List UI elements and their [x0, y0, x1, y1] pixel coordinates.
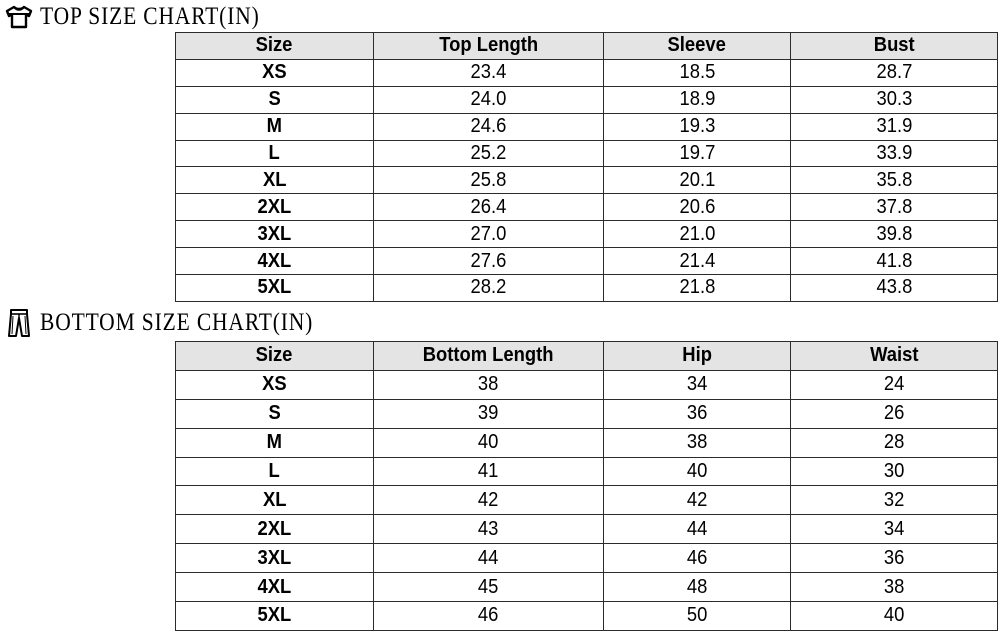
column-header-top-length: Top Length — [374, 33, 604, 60]
bust-cell: 35.8 — [791, 167, 998, 194]
size-cell: M — [176, 113, 374, 140]
table-row — [176, 59, 998, 86]
bottom-size-chart-heading — [4, 308, 358, 338]
sleeve-cell: 18.5 — [604, 59, 791, 86]
size-cell: 5XL — [176, 275, 374, 302]
waist-cell: 24 — [791, 370, 998, 399]
size-cell: 2XL — [176, 515, 374, 544]
size-cell: XL — [176, 486, 374, 515]
bottom-length-cell: 38 — [374, 370, 604, 399]
top-length-cell: 25.8 — [374, 167, 604, 194]
table-row — [176, 370, 998, 399]
sleeve-cell: 18.9 — [604, 86, 791, 113]
size-cell: S — [176, 86, 374, 113]
column-header-hip: Hip — [604, 342, 791, 371]
bottom-length-cell: 42 — [374, 486, 604, 515]
hip-cell: 44 — [604, 515, 791, 544]
column-header-size: Size — [176, 33, 374, 60]
waist-cell: 40 — [791, 602, 998, 631]
bottom-length-cell: 39 — [374, 399, 604, 428]
table-row — [176, 428, 998, 457]
size-cell: M — [176, 428, 374, 457]
table-row — [176, 167, 998, 194]
size-cell: 5XL — [176, 602, 374, 631]
table-row — [176, 248, 998, 275]
table-row — [176, 515, 998, 544]
table-row — [176, 457, 998, 486]
top-length-cell: 25.2 — [374, 140, 604, 167]
size-cell: L — [176, 457, 374, 486]
bottom-size-chart-title: BOTTOM SIZE CHART(IN) — [40, 309, 314, 336]
table-row — [176, 140, 998, 167]
top-length-cell: 27.0 — [374, 221, 604, 248]
size-cell: L — [176, 140, 374, 167]
hip-cell: 34 — [604, 370, 791, 399]
size-cell: 3XL — [176, 544, 374, 573]
bust-cell: 37.8 — [791, 194, 998, 221]
bust-cell: 33.9 — [791, 140, 998, 167]
t-shirt-icon — [4, 3, 34, 31]
sleeve-cell: 20.6 — [604, 194, 791, 221]
table-row — [176, 544, 998, 573]
top-length-cell: 23.4 — [374, 59, 604, 86]
top-length-cell: 24.0 — [374, 86, 604, 113]
column-header-sleeve: Sleeve — [604, 33, 791, 60]
waist-cell: 26 — [791, 399, 998, 428]
top-size-table — [175, 32, 998, 302]
size-cell: 4XL — [176, 248, 374, 275]
sleeve-cell: 21.8 — [604, 275, 791, 302]
hip-cell: 50 — [604, 602, 791, 631]
size-cell: S — [176, 399, 374, 428]
hip-cell: 42 — [604, 486, 791, 515]
top-size-chart-title: TOP SIZE CHART(IN) — [40, 3, 260, 30]
bust-cell: 39.8 — [791, 221, 998, 248]
sleeve-cell: 19.7 — [604, 140, 791, 167]
pants-icon — [4, 309, 34, 337]
waist-cell: 38 — [791, 573, 998, 602]
bottom-length-cell: 44 — [374, 544, 604, 573]
bottom-size-table — [175, 341, 998, 631]
table-row — [176, 113, 998, 140]
bust-cell: 31.9 — [791, 113, 998, 140]
hip-cell: 36 — [604, 399, 791, 428]
column-header-waist: Waist — [791, 342, 998, 371]
column-header-bottom-length: Bottom Length — [374, 342, 604, 371]
bust-cell: 28.7 — [791, 59, 998, 86]
table-row — [176, 602, 998, 631]
table-row — [176, 194, 998, 221]
hip-cell: 38 — [604, 428, 791, 457]
waist-cell: 34 — [791, 515, 998, 544]
table-row — [176, 399, 998, 428]
column-header-size: Size — [176, 342, 374, 371]
bust-cell: 30.3 — [791, 86, 998, 113]
top-length-cell: 28.2 — [374, 275, 604, 302]
hip-cell: 40 — [604, 457, 791, 486]
bust-cell: 43.8 — [791, 275, 998, 302]
table-header-row — [176, 33, 998, 60]
column-header-bust: Bust — [791, 33, 998, 60]
sleeve-cell: 20.1 — [604, 167, 791, 194]
waist-cell: 36 — [791, 544, 998, 573]
size-cell: XL — [176, 167, 374, 194]
size-cell: XS — [176, 59, 374, 86]
sleeve-cell: 21.0 — [604, 221, 791, 248]
bust-cell: 41.8 — [791, 248, 998, 275]
bottom-length-cell: 43 — [374, 515, 604, 544]
bottom-length-cell: 41 — [374, 457, 604, 486]
table-row — [176, 275, 998, 302]
waist-cell: 32 — [791, 486, 998, 515]
table-row — [176, 573, 998, 602]
size-cell: 3XL — [176, 221, 374, 248]
table-row — [176, 221, 998, 248]
waist-cell: 28 — [791, 428, 998, 457]
top-length-cell: 24.6 — [374, 113, 604, 140]
top-size-chart-heading — [4, 2, 295, 32]
size-cell: 4XL — [176, 573, 374, 602]
bottom-length-cell: 46 — [374, 602, 604, 631]
waist-cell: 30 — [791, 457, 998, 486]
sleeve-cell: 21.4 — [604, 248, 791, 275]
hip-cell: 48 — [604, 573, 791, 602]
size-cell: XS — [176, 370, 374, 399]
table-header-row — [176, 342, 998, 371]
size-cell: 2XL — [176, 194, 374, 221]
table-row — [176, 486, 998, 515]
top-length-cell: 26.4 — [374, 194, 604, 221]
bottom-length-cell: 45 — [374, 573, 604, 602]
top-length-cell: 27.6 — [374, 248, 604, 275]
table-row — [176, 86, 998, 113]
sleeve-cell: 19.3 — [604, 113, 791, 140]
bottom-length-cell: 40 — [374, 428, 604, 457]
hip-cell: 46 — [604, 544, 791, 573]
